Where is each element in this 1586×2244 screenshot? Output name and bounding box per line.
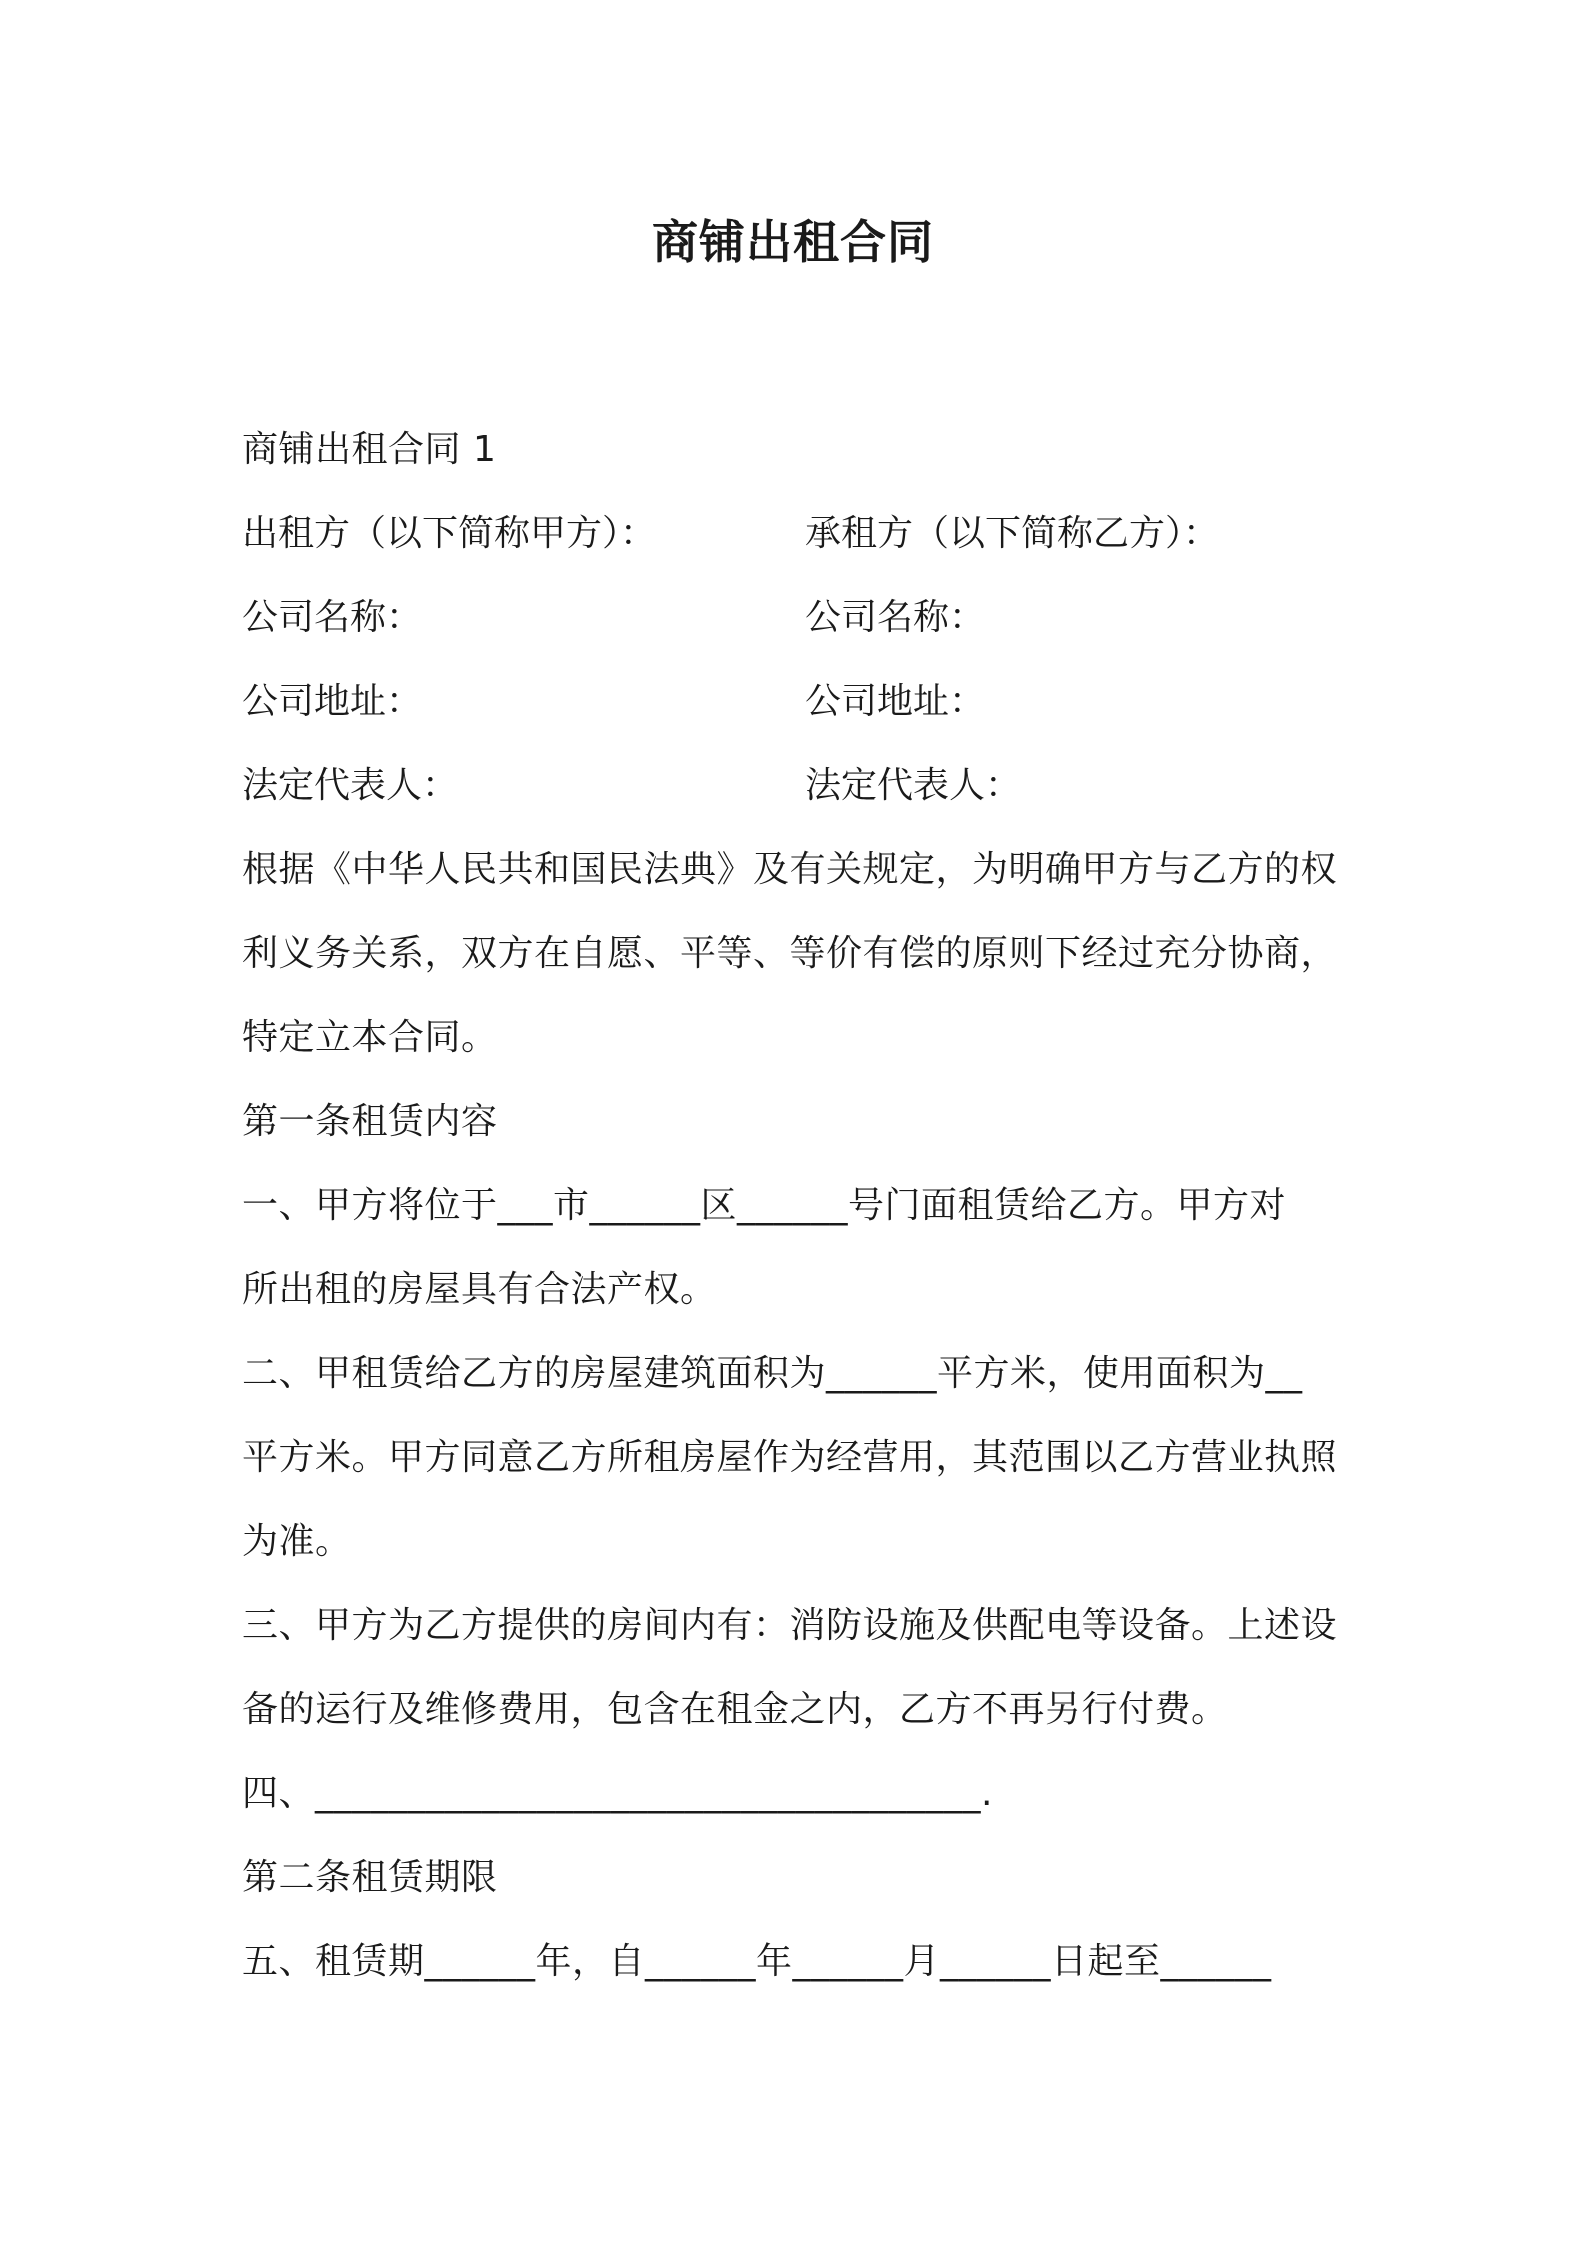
clause-2-line-3: 为准。 <box>242 1521 352 1562</box>
clause-2-line-1: 二、甲租赁给乙方的房屋建筑面积为______平方米，使用面积为__ <box>242 1353 1303 1394</box>
article-1-heading: 第一条租赁内容 <box>242 1101 498 1142</box>
lessee-header: 承租方（以下简称乙方）： <box>805 513 1220 554</box>
preamble-line-3: 特定立本合同。 <box>242 1017 498 1058</box>
clause-5-line-1: 五、租赁期______年，自______年______月______日起至______ <box>242 1941 1272 1982</box>
preamble-line-1: 根据《中华人民共和国民法典》及有关规定，为明确甲方与乙方的权 <box>242 849 1338 890</box>
contract-subtitle: 商铺出租合同 1 <box>242 429 497 470</box>
lessee-company-address-label: 公司地址： <box>805 681 986 722</box>
clause-1-line-1: 一、甲方将位于___市______区______号门面租赁给乙方。甲方对 <box>242 1185 1287 1226</box>
lessor-company-address-label: 公司地址： <box>242 681 423 722</box>
preamble-line-2: 利义务关系，双方在自愿、平等、等价有偿的原则下经过充分协商， <box>242 933 1338 974</box>
party-row-header <box>242 492 1357 576</box>
document-title: 商铺出租合同 <box>652 215 934 269</box>
clause-2-line-2: 平方米。甲方同意乙方所租房屋作为经营用，其范围以乙方营业执照 <box>242 1437 1338 1478</box>
lessee-legal-representative-label: 法定代表人： <box>805 765 1022 806</box>
document-body <box>242 408 1357 2004</box>
party-row-company-name <box>242 576 1357 660</box>
lessor-header: 出租方（以下简称甲方）： <box>242 513 657 554</box>
clause-3-line-1: 三、甲方为乙方提供的房间内有：消防设施及供配电等设备。上述设 <box>242 1605 1338 1646</box>
article-2-heading: 第二条租赁期限 <box>242 1857 498 1898</box>
clause-4-line: 四、____________________________________. <box>242 1773 993 1814</box>
lessor-legal-representative-label: 法定代表人： <box>242 765 459 806</box>
party-row-company-address <box>242 660 1357 744</box>
party-row-legal-representative <box>242 744 1357 828</box>
clause-3-line-2: 备的运行及维修费用，包含在租金之内，乙方不再另行付费。 <box>242 1689 1228 1730</box>
lessee-company-name-label: 公司名称： <box>805 597 986 638</box>
lessor-company-name-label: 公司名称： <box>242 597 423 638</box>
clause-1-line-2: 所出租的房屋具有合法产权。 <box>242 1269 717 1310</box>
